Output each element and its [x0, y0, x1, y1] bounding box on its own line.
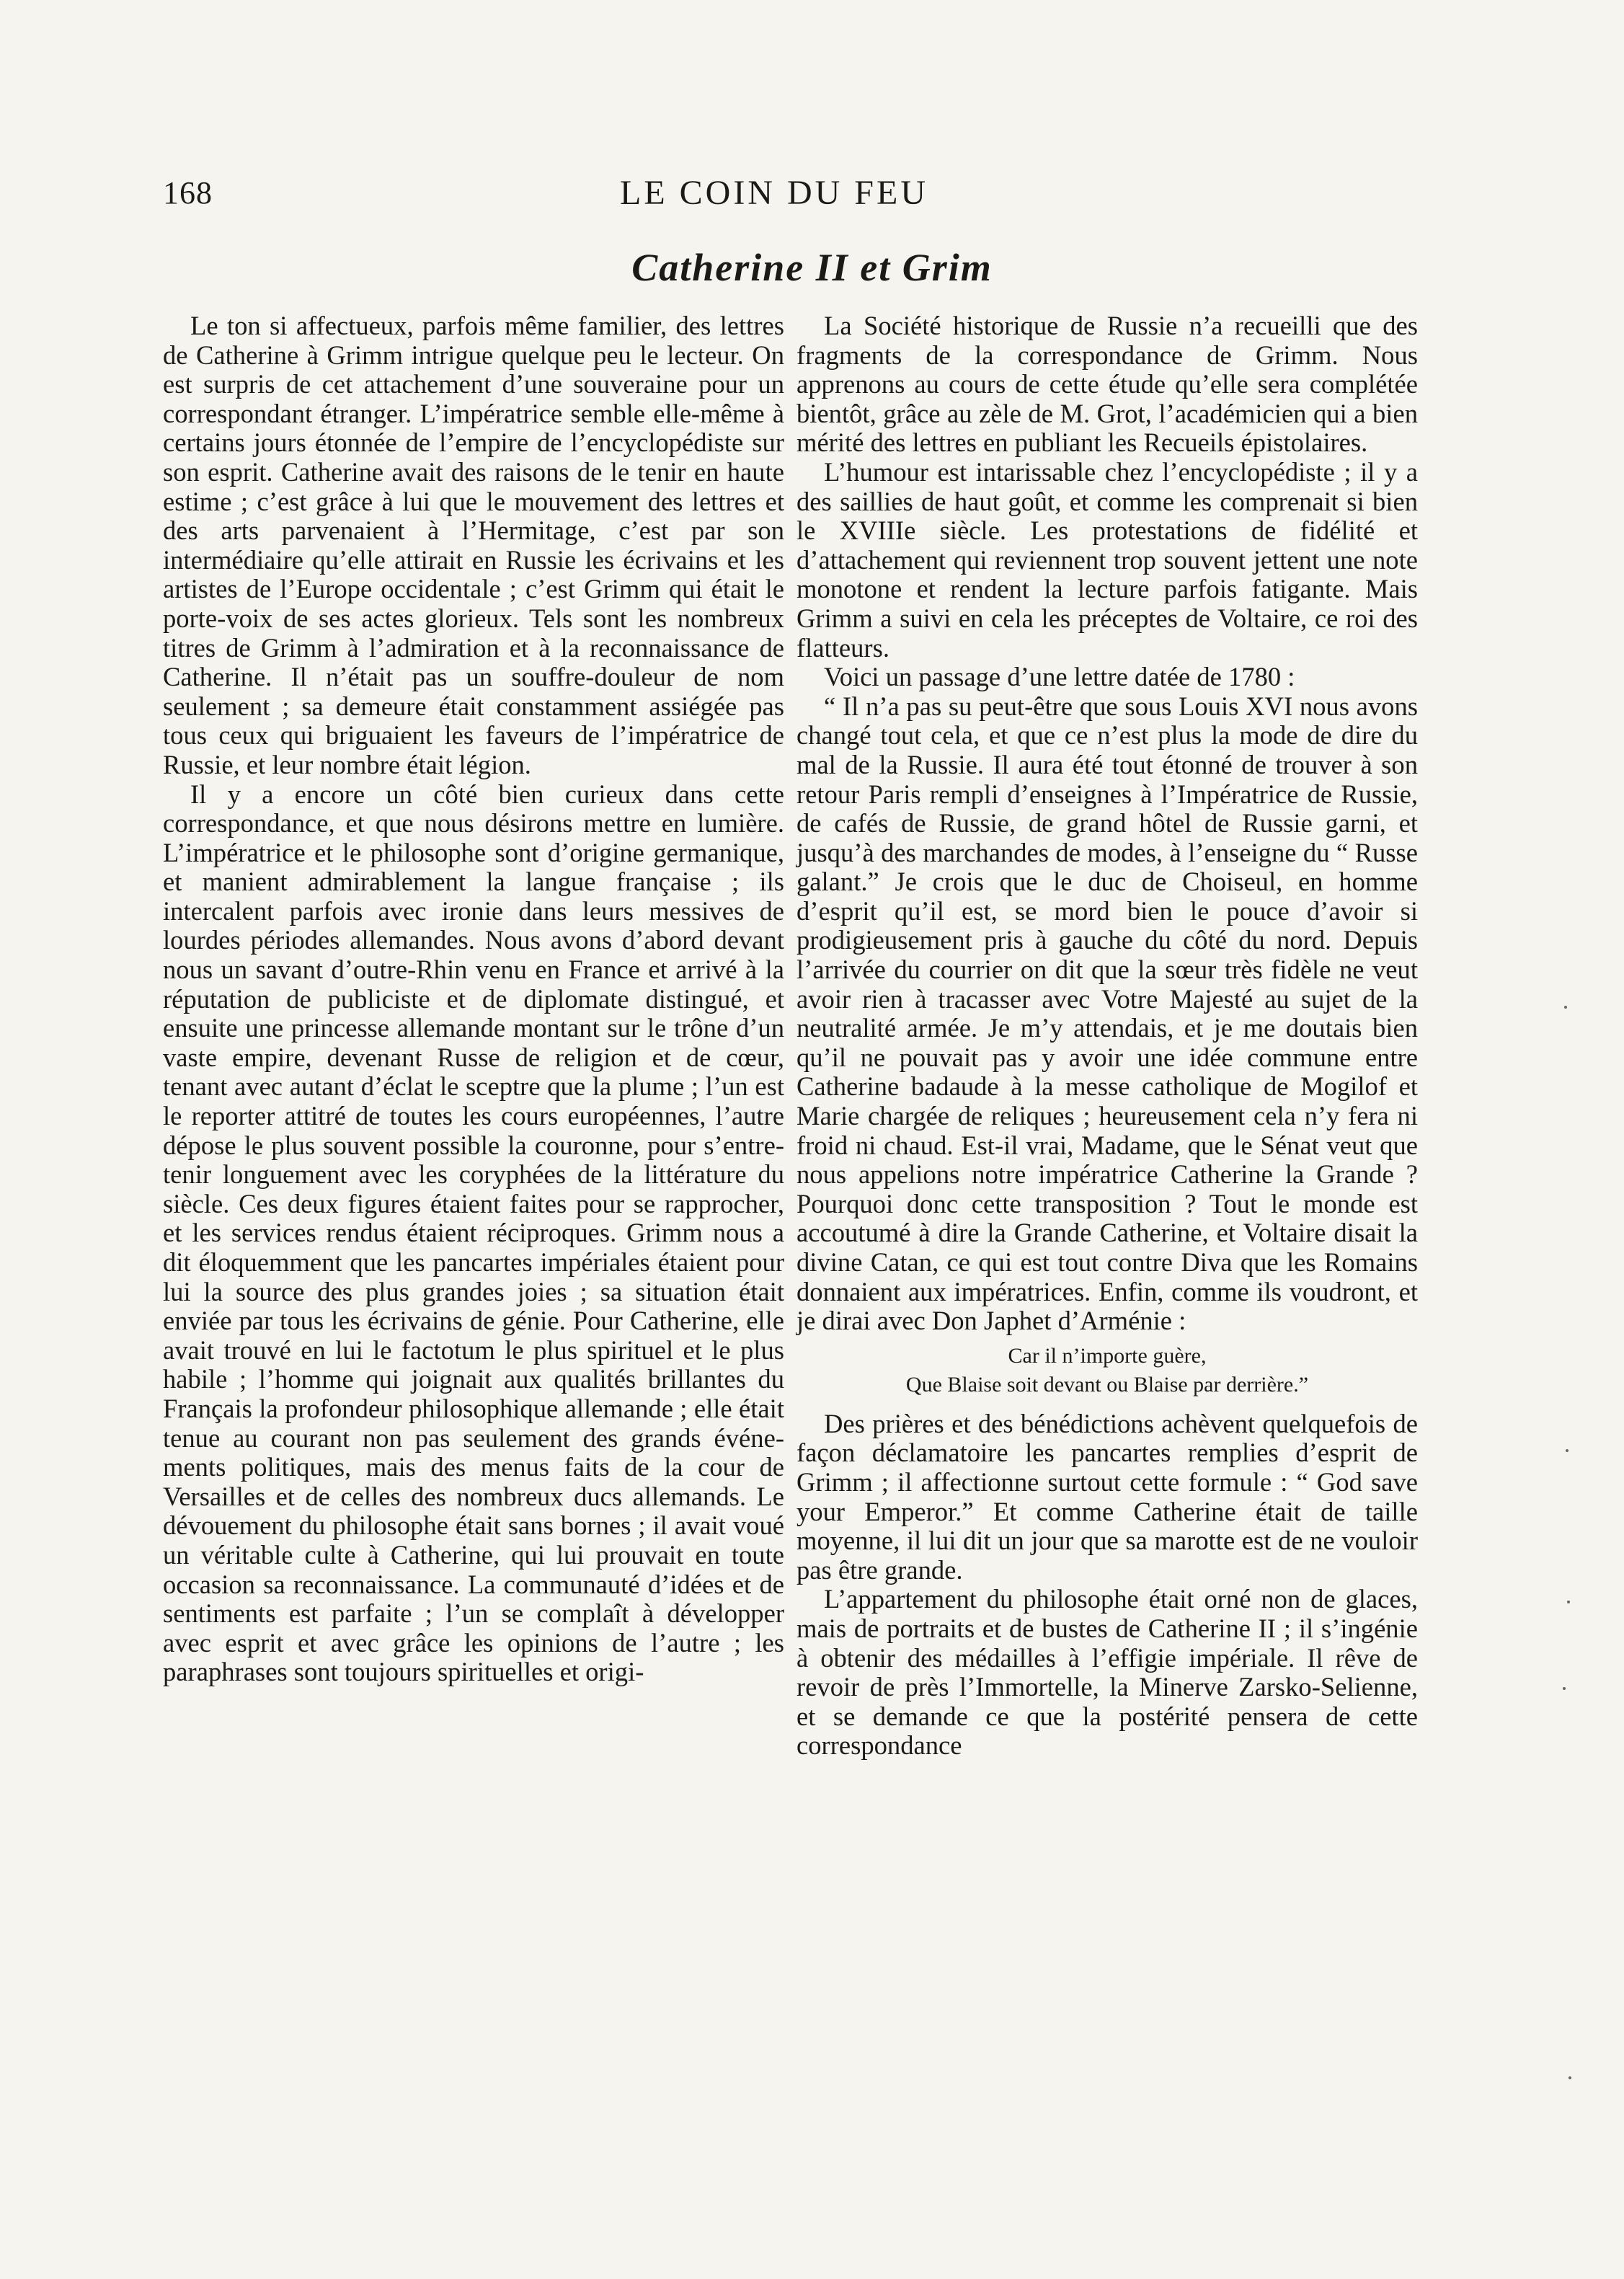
print-speck	[1567, 1601, 1570, 1603]
quoted-letter: “ Il n’a pas su peut-être que sous Louis XVI nous avons changé tout cela, et que ce n’est plus la mode de dire du mal de la Russie. Il aura été tout étonné de trouver à son retour Paris rempli d’enseignes à l’Impératrice de Russie, de cafés de Russie, de grand hôtel de Russie garni, et jusqu’à des marchandes de modes, à l’enseigne du “ Russe galant.” Je crois que le duc de Choiseul, en homme d’esprit qu’il est, se mord bien le pouce d’avoir si prodigieusement pris à gauche du côté du nord. Depuis l’arrivée du courrier on dit que la sœur très fidèle ne veut avoir rien à tracasser avec Votre Majesté au sujet de la neutralité armée. Je m’y attendais, et je me doutais bien qu’il ne pouvait pas y avoir une idée commune entre Catherine badaude à la messe catholique de Mogilof et Marie chargée de reliques ; heureusement cela n’y fera ni froid ni chaud. Est-il vrai, Madame, que le Sénat veut que nous appelions notre impératrice Catherine la Grande ? Pourquoi donc cette transposition ? Tout le monde est accoutumé à dire la Grande Catherine, et Voltaire disait la divine Catan, ce qui est tout contre Diva que les Romains donnaient aux impératrices. Enfin, comme ils voudront, et je dirai avec Don Japhet d’Arménie :	[797, 691, 1418, 1336]
print-speck	[1568, 2076, 1571, 2079]
verse-line: Car il n’importe guère,	[1008, 1343, 1207, 1368]
paragraph: Voici un passage d’une lettre datée de 1780 :	[824, 662, 1295, 692]
verse-quote	[797, 1342, 1418, 1399]
right-column	[797, 311, 1418, 1761]
print-speck	[1566, 1449, 1568, 1452]
running-title: LE COIN DU FEU	[620, 174, 928, 212]
print-speck	[1563, 1687, 1566, 1690]
print-speck	[1564, 1006, 1567, 1009]
paragraph: L’appartement du philosophe était orné non de glaces, mais de portraits et de bustes de Catherine II ; il s’ingénie à obtenir des médailles à l’effigie impériale. Il rêve de revoir de près l’Immortelle, la Minerve Zarsko-Selienne, et se demande ce que la postérité pensera de cette correspondance	[797, 1584, 1418, 1761]
paragraph: Le ton si affectueux, parfois même familier, des lettres de Catherine à Grimm intrigue quelque peu le lecteur. On est surpris de cet attachement d’une souveraine pour un correspondant étranger. L’impératrice semble elle-même à certains jours étonnée de l’empire de l’encyclopédiste sur son esprit. Catherine avait des raisons de le tenir en haute estime ; c’est grâce à lui que le mouvement des lettres et des arts parvenaient à l’Hermitage, c’est par son intermédiaire qu’elle attirait en Russie les écrivains et les artistes de l’Europe occidentale ; c’est Grimm qui était le porte-voix de ses actes glorieux. Tels sont les nombreux titres de Grimm à l’admiration et à la reconnaissance de Catherine. Il n’était pas un souffre-douleur de nom seulement ; sa demeure était constamment assiégée pas tous ceux qui briguaient les faveurs de l’impératrice de Russie, et leur nombre était légion.	[163, 311, 784, 779]
article-title: Catherine II et Grim	[631, 246, 993, 289]
paragraph: Des prières et des bénédictions achèvent quelquefois de façon déclamatoire les pancartes remplies d’esprit de Grimm ; il affectionne surtout cette formule : “ God save your Emperor.” Et comme Catherine était de taille moyenne, il lui dit un jour que sa marotte est de ne vouloir pas être grande.	[797, 1408, 1418, 1585]
page-number: 168	[163, 175, 213, 211]
left-column	[163, 311, 784, 1687]
verse-line: Que Blaise soit devant ou Blaise par derrière.”	[905, 1372, 1309, 1397]
paragraph: La Société historique de Russie n’a recueilli que des fragments de la correspondance de Grimm. Nous apprenons au cours de cette étude qu’elle sera complétée bientôt, grâce au zèle de M. Grot, l’académicien qui a bien mérité des lettres en publiant les Recueils épistolaires.	[797, 311, 1418, 458]
paragraph: L’humour est intarissable chez l’encyclopédiste ; il y a des saillies de haut goût, et comme les comprenait si bien le XVIIIe siècle. Les protestations de fidélité et d’attachement qui reviennent trop souvent jettent une note monotone et rendent la lecture parfois fatigante. Mais Grimm a suivi en cela les préceptes de Voltaire, ce roi des flatteurs.	[797, 456, 1418, 663]
paragraph: Il y a encore un côté bien curieux dans cette correspondance, et que nous désirons mettre en lumière. L’impératrice et le philosophe sont d’origine germanique, et manient admirablement la langue française ; ils intercalent parfois avec ironie dans leurs messives de lourdes périodes allemandes. Nous avons d’abord devant nous un savant d’outre-Rhin venu en France et arrivé à la réputation de publiciste et de diplomate distingué, et ensuite une princesse allemande montant sur le trône d’un vaste empire, devenant Russe de religion et de cœur, tenant avec autant d’éclat le sceptre que la plume ; l’un est le reporter attitré de toutes les cours européennes, l’autre dépose le plus souvent possible la couronne, pour s’entretenir longuement avec les coryphées de la littérature du siècle. Ces deux figures étaient faites pour se rapprocher, et les services rendus étaient réciproques. Grimm nous a dit éloquemment que les pancartes impériales étaient pour lui la source des plus grandes joies ; sa situation était enviée par tous les écrivains de génie. Pour Catherine, elle avait trouvé en lui le factotum le plus spirituel et le plus habile ; l’homme qui joignait aux qualités brillantes du Français la profondeur philosophique allemande ; elle était tenue au courant non pas seulement des grands événements politiques, mais des menus faits de la cour de Versailles et de celles des nombreux ducs allemands. Le dévouement du philosophe était sans bornes ; il avait voué un véritable culte à Catherine, qui lui prouvait en toute occasion sa reconnaissance. La communauté d’idées et de sentiments est parfaite ; l’un se complaît à développer avec esprit et avec grâce les opinions de l’autre ; les paraphrases sont toujours spirituelles et origi-	[163, 779, 784, 1687]
